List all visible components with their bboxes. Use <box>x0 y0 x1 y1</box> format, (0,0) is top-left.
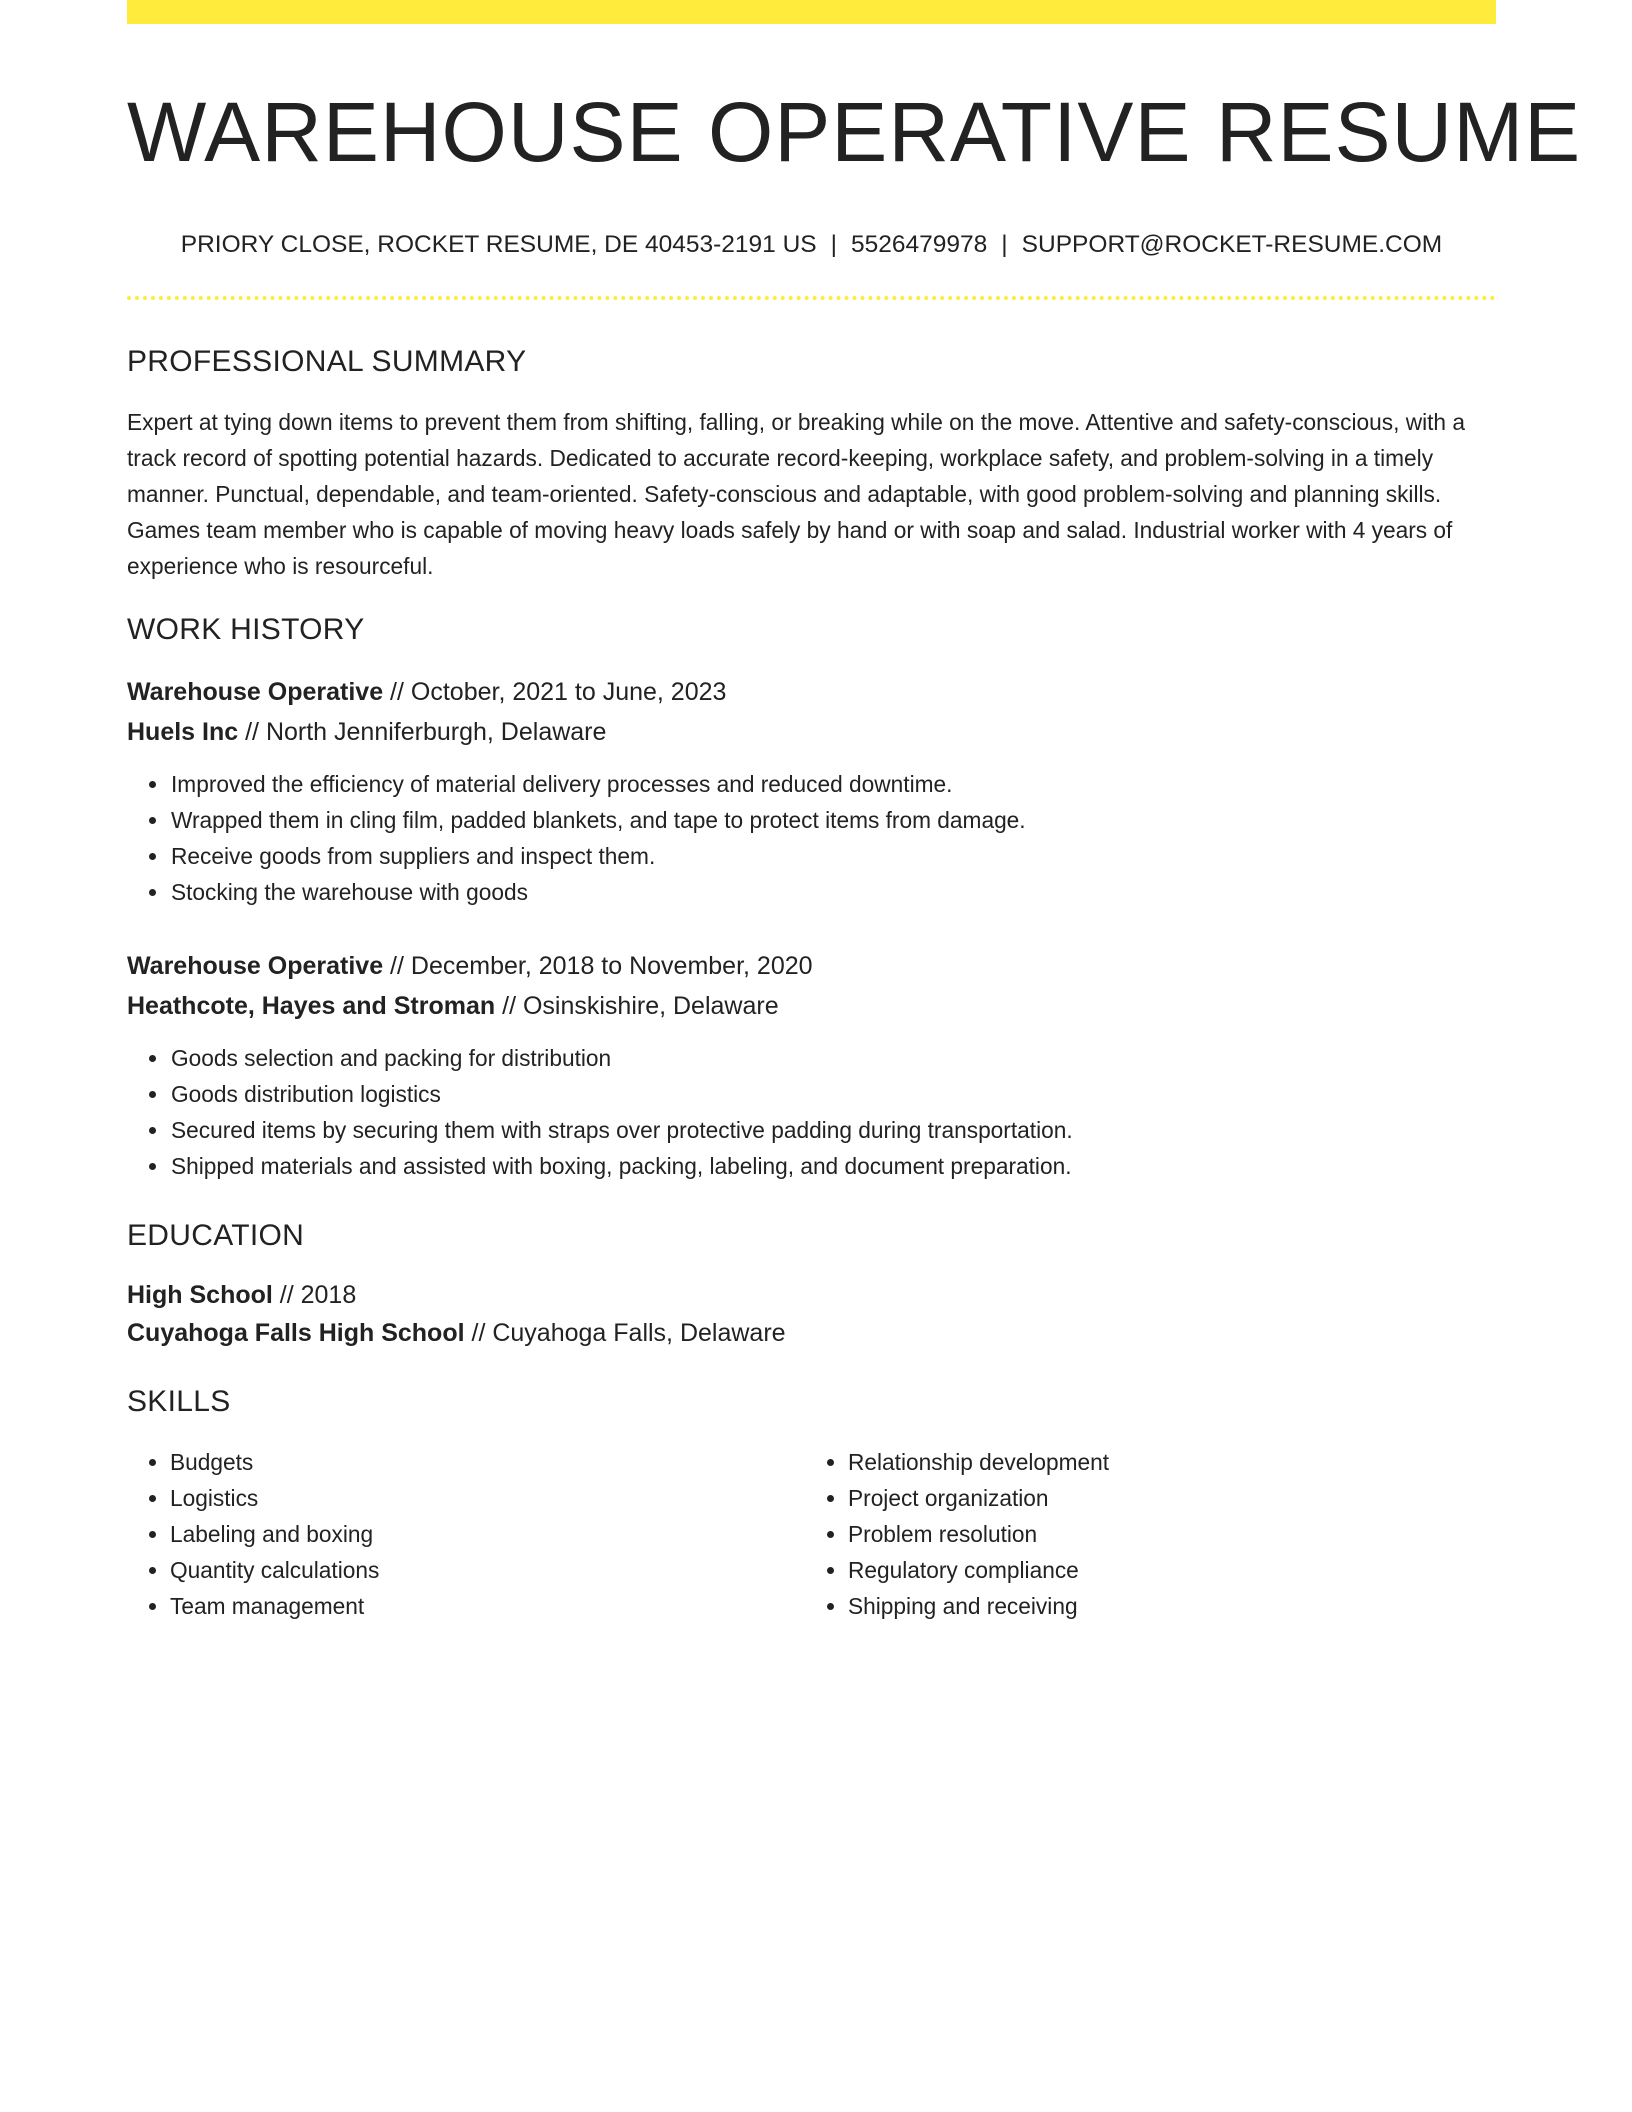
job-title-line <box>127 672 1496 712</box>
skills-columns <box>127 1444 1496 1624</box>
list-item: • Improved the efficiency of material delivery processes and reduced downtime. <box>170 766 1496 802</box>
field-separator: // <box>238 717 266 746</box>
list-item: • Team management <box>170 1588 800 1624</box>
job-company-line <box>127 712 1496 752</box>
education-location: Cuyahoga Falls, Delaware <box>492 1318 786 1347</box>
list-item: • Problem resolution <box>848 1516 1478 1552</box>
list-item: • Project organization <box>848 1480 1478 1516</box>
job-entry <box>127 946 1496 1184</box>
education-school: Cuyahoga Falls High School <box>127 1318 465 1347</box>
job-dates: October, 2021 to June, 2023 <box>410 677 727 706</box>
list-item: • Budgets <box>170 1444 800 1480</box>
list-item: • Relationship development <box>848 1444 1478 1480</box>
field-separator: // <box>464 1318 493 1347</box>
list-item: • Receive goods from suppliers and inspect them. <box>170 838 1496 874</box>
email: SUPPORT@ROCKET-RESUME.COM <box>1021 231 1443 259</box>
list-item: • Secured items by securing them with straps over protective padding during transportation. <box>170 1112 1496 1148</box>
list-item: • Shipped materials and assisted with boxing, packing, labeling, and document preparation. <box>170 1148 1496 1184</box>
education-year: 2018 <box>300 1280 357 1309</box>
list-item: • Shipping and receiving <box>848 1588 1478 1624</box>
summary-heading: PROFESSIONAL SUMMARY <box>127 344 527 378</box>
skills-heading: SKILLS <box>127 1384 231 1418</box>
education-entry <box>127 1276 1496 1352</box>
job-entry <box>127 672 1496 910</box>
contact-separator: | <box>1001 231 1008 259</box>
list-item: • Wrapped them in cling film, padded blankets, and tape to protect items from damage. <box>170 802 1496 838</box>
education-school-line <box>127 1314 1496 1352</box>
dotted-divider <box>127 296 1496 300</box>
list-item: • Stocking the warehouse with goods <box>170 874 1496 910</box>
field-separator: // <box>495 991 523 1020</box>
job-company-line <box>127 986 1496 1026</box>
list-item: • Labeling and boxing <box>170 1516 800 1552</box>
skills-left-list <box>127 1444 800 1624</box>
list-item: • Quantity calculations <box>170 1552 800 1588</box>
work-history-heading: WORK HISTORY <box>127 612 365 646</box>
phone: 5526479978 <box>851 231 988 259</box>
skills-right-list <box>800 1444 1478 1624</box>
job-company: Heathcote, Hayes and Stroman <box>127 991 496 1020</box>
field-separator: // <box>272 1280 301 1309</box>
job-location: North Jenniferburgh, Delaware <box>265 717 607 746</box>
job-location: Osinskishire, Delaware <box>522 991 779 1020</box>
job-title-line <box>127 946 1496 986</box>
summary-text: Expert at tying down items to prevent them from shifting, falling, or breaking while on the move. Attentive and safety-conscious, with a track record of spotting potential hazards. Dedicated to accurate record-keeping, workplace safety, and problem-solving in a timely manner. Punctual, dependable, and team-oriented. Safety-conscious and adaptable, with good problem-solving and planning skills. Games team member who is capable of moving heavy loads safely by hand or with soap and salad. Industrial worker with 4 years of experience who is resourceful. <box>127 408 1465 579</box>
job-role: Warehouse Operative <box>127 951 384 980</box>
list-item: • Logistics <box>170 1480 800 1516</box>
top-accent-bar <box>127 0 1496 24</box>
contact-line <box>127 230 1496 259</box>
resume-page <box>127 0 1582 1624</box>
job-bullets <box>127 766 1496 910</box>
education-degree: High School <box>127 1280 273 1309</box>
field-separator: // <box>383 951 411 980</box>
list-item: • Goods distribution logistics <box>170 1076 1496 1112</box>
list-item: • Goods selection and packing for distribution <box>170 1040 1496 1076</box>
job-bullets <box>127 1040 1496 1184</box>
job-role: Warehouse Operative <box>127 677 384 706</box>
education-heading: EDUCATION <box>127 1218 305 1252</box>
page-title: WAREHOUSE OPERATIVE RESUME <box>127 85 1582 179</box>
contact-separator: | <box>830 231 838 259</box>
job-company: Huels Inc <box>127 717 239 746</box>
list-item: • Regulatory compliance <box>848 1552 1478 1588</box>
job-dates: December, 2018 to November, 2020 <box>410 951 813 980</box>
address: PRIORY CLOSE, ROCKET RESUME, DE 40453-2191 US <box>180 231 817 259</box>
field-separator: // <box>383 677 411 706</box>
education-degree-line <box>127 1276 1496 1314</box>
